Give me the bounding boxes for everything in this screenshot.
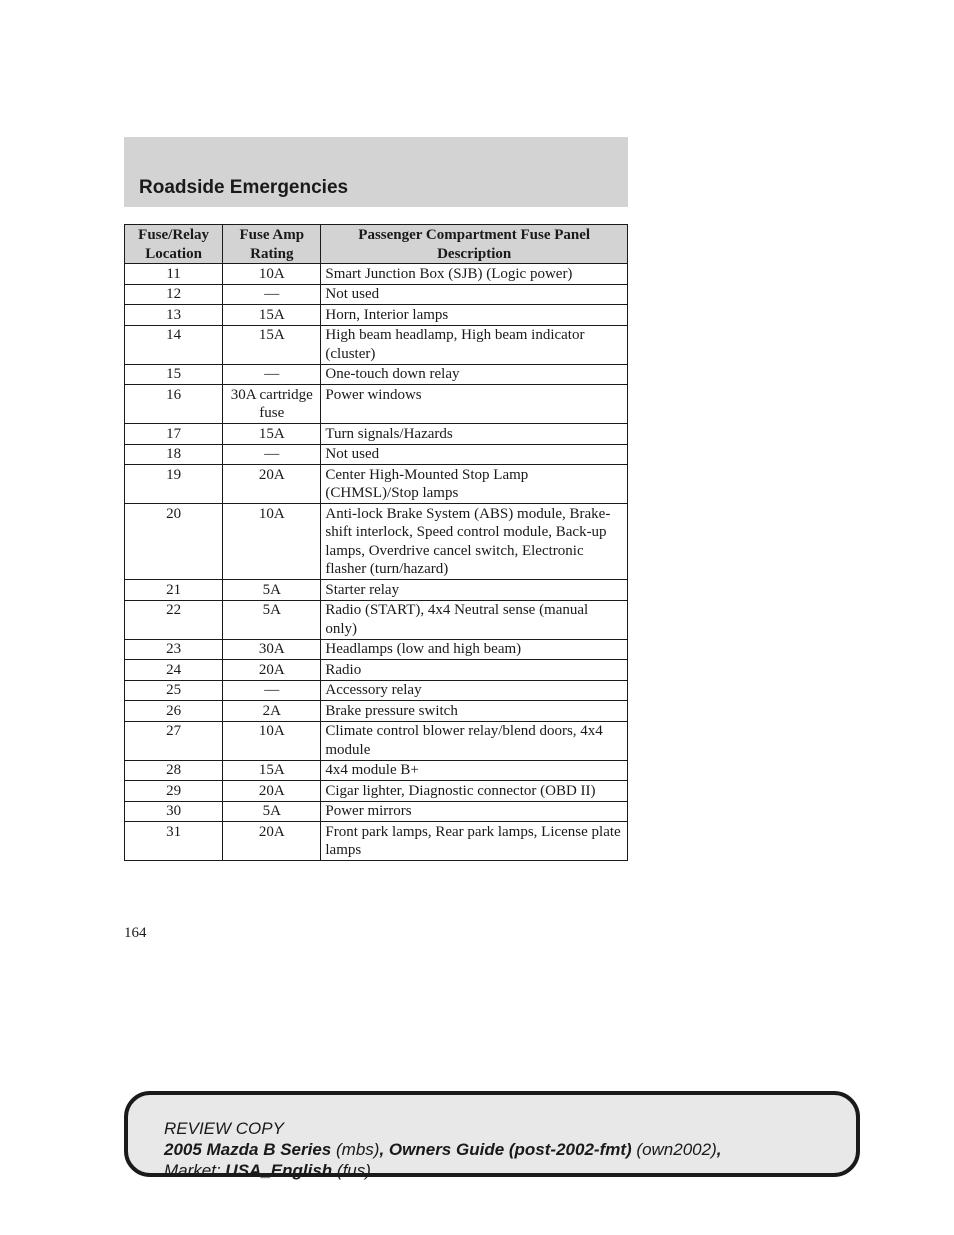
- cell-location: 21: [125, 580, 223, 601]
- cell-description: Front park lamps, Rear park lamps, License plate lamps: [321, 822, 628, 861]
- footer-review-copy: REVIEW COPY: [164, 1119, 284, 1138]
- cell-description: Radio: [321, 660, 628, 681]
- footer-market-label: Market:: [164, 1161, 221, 1180]
- cell-rating: 20A: [223, 465, 321, 504]
- cell-rating: 15A: [223, 760, 321, 781]
- table-row: [125, 385, 628, 424]
- table-row: [125, 305, 628, 326]
- cell-location: 25: [125, 680, 223, 701]
- cell-description: Power mirrors: [321, 801, 628, 822]
- table-row: [125, 639, 628, 660]
- cell-rating: 10A: [223, 721, 321, 760]
- cell-location: 11: [125, 264, 223, 285]
- cell-description: High beam headlamp, High beam indicator (cluster): [321, 325, 628, 364]
- table-row: [125, 465, 628, 504]
- cell-description: Center High-Mounted Stop Lamp (CHMSL)/Stop lamps: [321, 465, 628, 504]
- table-header-row: [125, 225, 628, 264]
- section-title: Roadside Emergencies: [139, 177, 349, 198]
- cell-description: Accessory relay: [321, 680, 628, 701]
- footer-sep2: ,: [716, 1140, 722, 1159]
- section-header-band: [124, 137, 628, 207]
- cell-description: 4x4 module B+: [321, 760, 628, 781]
- cell-description: One-touch down relay: [321, 364, 628, 385]
- cell-rating: —: [223, 680, 321, 701]
- cell-rating: 10A: [223, 504, 321, 580]
- cell-rating: 20A: [223, 781, 321, 802]
- footer-guide: Owners Guide (post-2002-fmt): [388, 1140, 632, 1159]
- footer-model: 2005 Mazda B Series: [164, 1140, 332, 1159]
- cell-location: 20: [125, 504, 223, 580]
- cell-location: 22: [125, 600, 223, 639]
- cell-rating: 30A: [223, 639, 321, 660]
- cell-location: 27: [125, 721, 223, 760]
- review-copy-footer: [124, 1091, 860, 1180]
- cell-location: 28: [125, 760, 223, 781]
- cell-location: 16: [125, 385, 223, 424]
- cell-description: Cigar lighter, Diagnostic connector (OBD II): [321, 781, 628, 802]
- cell-description: Power windows: [321, 385, 628, 424]
- column-header-description: Passenger Compartment Fuse Panel Description: [321, 225, 628, 264]
- cell-location: 15: [125, 364, 223, 385]
- footer-model-code: (mbs): [336, 1140, 380, 1159]
- table-row: [125, 760, 628, 781]
- table-row: [125, 660, 628, 681]
- cell-description: Horn, Interior lamps: [321, 305, 628, 326]
- table-row: [125, 364, 628, 385]
- cell-location: 29: [125, 781, 223, 802]
- cell-rating: 2A: [223, 701, 321, 722]
- cell-rating: 5A: [223, 600, 321, 639]
- cell-location: 23: [125, 639, 223, 660]
- footer-market: USA_English: [225, 1161, 333, 1180]
- cell-location: 14: [125, 325, 223, 364]
- table-row: [125, 721, 628, 760]
- cell-description: Turn signals/Hazards: [321, 424, 628, 445]
- footer-guide-code: (own2002): [636, 1140, 717, 1159]
- cell-description: Smart Junction Box (SJB) (Logic power): [321, 264, 628, 285]
- table-row: [125, 801, 628, 822]
- cell-description: Radio (START), 4x4 Neutral sense (manual only): [321, 600, 628, 639]
- table-row: [125, 325, 628, 364]
- cell-description: Not used: [321, 284, 628, 305]
- cell-rating: 10A: [223, 264, 321, 285]
- cell-rating: 15A: [223, 305, 321, 326]
- cell-location: 18: [125, 444, 223, 465]
- cell-location: 19: [125, 465, 223, 504]
- table-row: [125, 264, 628, 285]
- cell-rating: 5A: [223, 580, 321, 601]
- cell-location: 17: [125, 424, 223, 445]
- table-row: [125, 701, 628, 722]
- footer-line-market: [164, 1160, 721, 1181]
- column-header-location: Fuse/Relay Location: [125, 225, 223, 264]
- cell-rating: 15A: [223, 424, 321, 445]
- table-row: [125, 424, 628, 445]
- cell-description: Starter relay: [321, 580, 628, 601]
- cell-description: Climate control blower relay/blend doors, 4x4 module: [321, 721, 628, 760]
- page-number: 164: [124, 925, 147, 941]
- table-row: [125, 504, 628, 580]
- cell-location: 26: [125, 701, 223, 722]
- cell-rating: 20A: [223, 822, 321, 861]
- table-row: [125, 680, 628, 701]
- cell-rating: 30A cartridge fuse: [223, 385, 321, 424]
- table-row: [125, 284, 628, 305]
- cell-rating: —: [223, 444, 321, 465]
- table-body: [125, 264, 628, 861]
- footer-market-code: (fus): [336, 1161, 371, 1180]
- cell-description: Brake pressure switch: [321, 701, 628, 722]
- cell-location: 13: [125, 305, 223, 326]
- cell-rating: —: [223, 284, 321, 305]
- cell-location: 30: [125, 801, 223, 822]
- cell-description: Anti-lock Brake System (ABS) module, Brake-shift interlock, Speed control module, Back-up lamps, Overdrive cancel switch, Electronic flasher (turn/hazard): [321, 504, 628, 580]
- table-row: [125, 580, 628, 601]
- cell-description: Headlamps (low and high beam): [321, 639, 628, 660]
- footer-line-guide: [164, 1139, 721, 1160]
- cell-rating: 15A: [223, 325, 321, 364]
- cell-rating: 20A: [223, 660, 321, 681]
- cell-location: 31: [125, 822, 223, 861]
- cell-description: Not used: [321, 444, 628, 465]
- column-header-rating: Fuse Amp Rating: [223, 225, 321, 264]
- footer-sep1: ,: [379, 1140, 389, 1159]
- cell-location: 24: [125, 660, 223, 681]
- table-row: [125, 781, 628, 802]
- cell-rating: —: [223, 364, 321, 385]
- table-row: [125, 822, 628, 861]
- table-row: [125, 444, 628, 465]
- footer-text: [164, 1118, 721, 1181]
- fuse-table: [124, 224, 628, 861]
- cell-location: 12: [125, 284, 223, 305]
- cell-rating: 5A: [223, 801, 321, 822]
- table-row: [125, 600, 628, 639]
